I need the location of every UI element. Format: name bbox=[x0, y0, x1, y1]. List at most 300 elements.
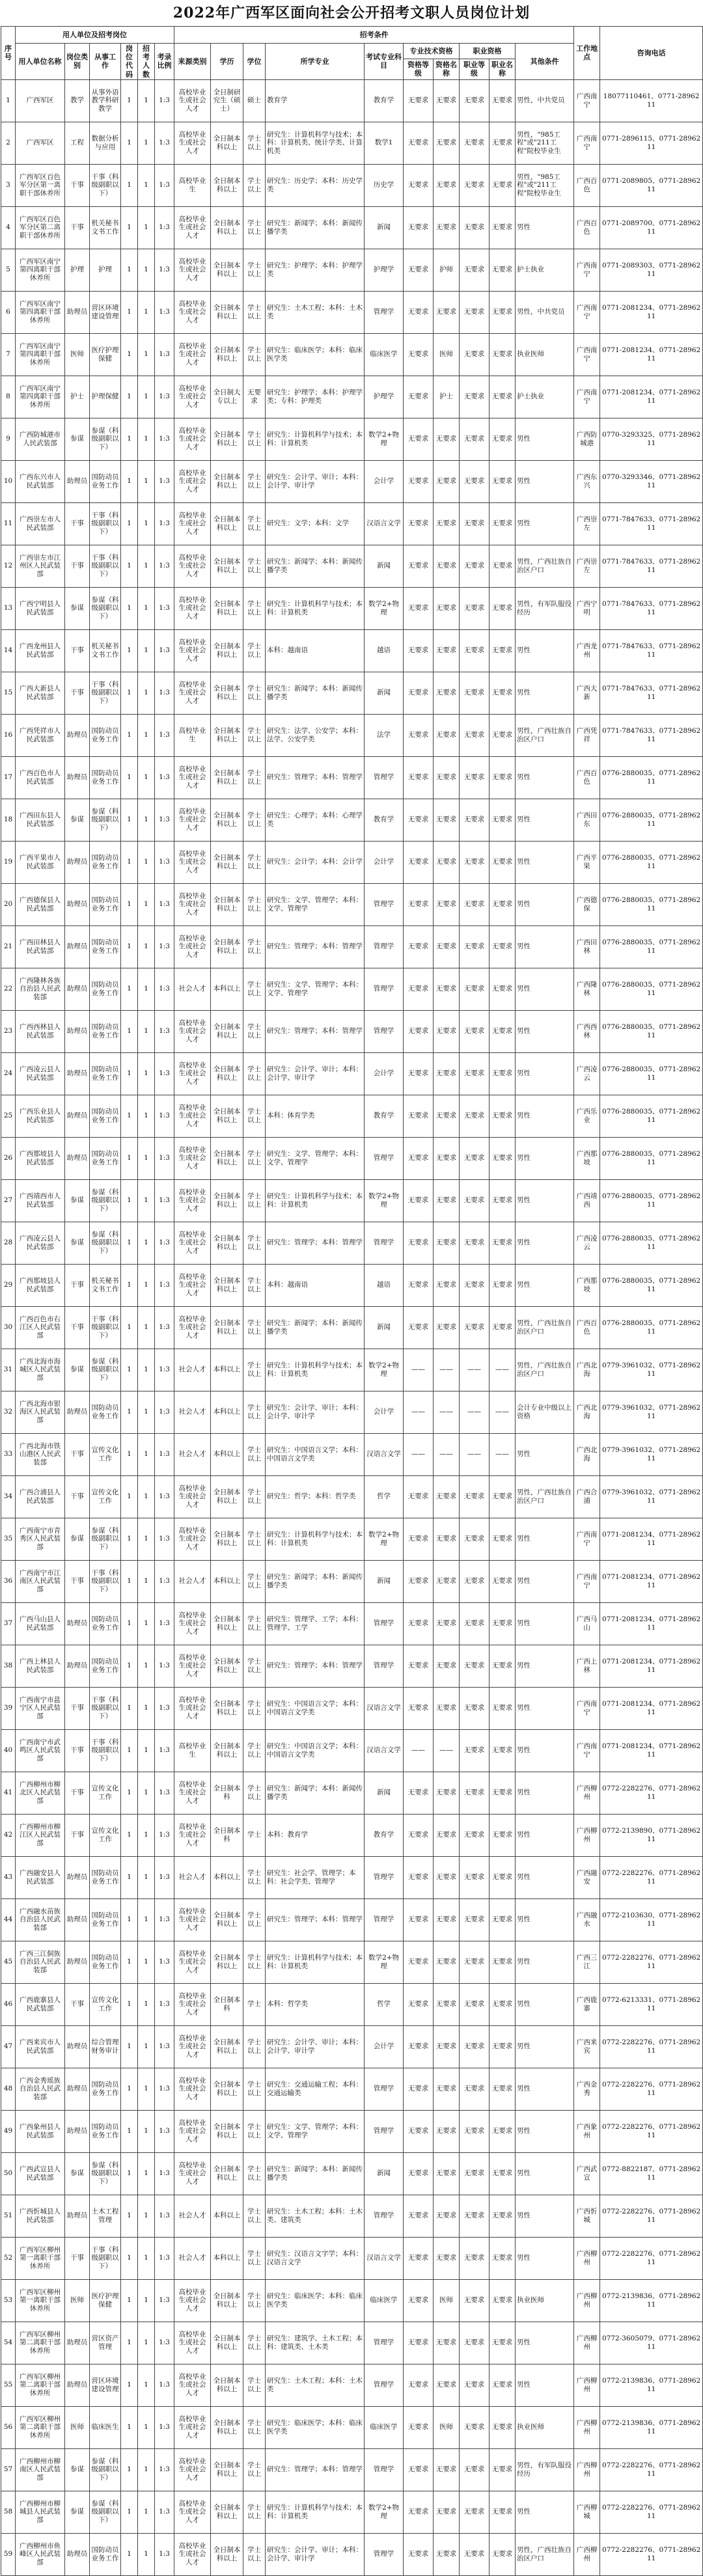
cell-num: 1 bbox=[138, 1983, 155, 2025]
cell-source: 高校毕业生或社会人才 bbox=[174, 502, 211, 545]
cell-degree: 学士以上 bbox=[243, 1137, 266, 1179]
cell-job-name: 无要求 bbox=[489, 2110, 516, 2152]
cell-location: 广西隆林 bbox=[574, 968, 600, 1010]
cell-job-level: 无要求 bbox=[460, 1729, 489, 1772]
table-row bbox=[1, 206, 703, 249]
cell-prof-level: 无要求 bbox=[404, 376, 434, 418]
cell-source: 高校毕业生或社会人才 bbox=[174, 1222, 211, 1264]
cell-exam: 新闻 bbox=[365, 1772, 404, 1814]
cell-prof-name: 无要求 bbox=[434, 841, 460, 883]
cell-major: 研究生：会计学、审计；本科：会计学、审计学 bbox=[266, 1391, 365, 1433]
cell-phone: 0772-2282276、0771-2896211 bbox=[600, 2110, 703, 2152]
cell-num: 1 bbox=[138, 1856, 155, 1898]
table-row bbox=[1, 1475, 703, 1518]
cell-seq: 35 bbox=[1, 1518, 16, 1560]
cell-location: 广西凌云 bbox=[574, 1222, 600, 1264]
cell-degree: 无要求 bbox=[243, 376, 266, 418]
cell-job-level: 无要求 bbox=[460, 333, 489, 376]
cell-other: 男性 bbox=[516, 2237, 574, 2279]
cell-major: 研究生：哲学；本科：哲学类 bbox=[266, 1475, 365, 1518]
table-row bbox=[1, 2406, 703, 2448]
cell-code: 1 bbox=[121, 1518, 138, 1560]
table-row bbox=[1, 164, 703, 206]
cell-job-name: 无要求 bbox=[489, 714, 516, 756]
cell-category: 助理员 bbox=[65, 2322, 90, 2364]
cell-major: 研究生：计算机科学与技术；本科：计算机类 bbox=[266, 1179, 365, 1222]
cell-prof-name: 无要求 bbox=[434, 2152, 460, 2195]
cell-prof-level: 无要求 bbox=[404, 206, 434, 249]
header-prof-name: 资格名称 bbox=[434, 59, 460, 79]
cell-prof-level: 无要求 bbox=[404, 2406, 434, 2448]
cell-education: 全日制本科以上 bbox=[211, 1602, 243, 1645]
header-exam: 考试专业科目 bbox=[365, 44, 404, 80]
cell-prof-level: 无要求 bbox=[404, 1687, 434, 1729]
cell-job: 数据分析与应用 bbox=[90, 122, 121, 164]
cell-ratio: 1:3 bbox=[155, 1095, 174, 1137]
cell-phone: 0776-2880035、0771-2896211 bbox=[600, 756, 703, 799]
cell-category: 参谋 bbox=[65, 1349, 90, 1391]
cell-other: 男性 bbox=[516, 206, 574, 249]
cell-exam: 管理学 bbox=[365, 1137, 404, 1179]
cell-prof-level: 无要求 bbox=[404, 2533, 434, 2575]
cell-seq: 33 bbox=[1, 1433, 16, 1475]
cell-major: 研究生：中国语言文学；本科：中国语言文学类 bbox=[266, 1687, 365, 1729]
cell-phone: 0771-2081234、0771-2896211 bbox=[600, 291, 703, 333]
cell-other: 男性 bbox=[516, 2110, 574, 2152]
cell-location: 广西北海 bbox=[574, 1349, 600, 1391]
cell-exam: 护理学 bbox=[365, 376, 404, 418]
cell-education: 全日制本科以上 bbox=[211, 1941, 243, 1983]
cell-other: 男性，中共党员 bbox=[516, 79, 574, 122]
cell-job-name: 无要求 bbox=[489, 968, 516, 1010]
cell-seq: 10 bbox=[1, 460, 16, 502]
cell-degree: 学士以上 bbox=[243, 756, 266, 799]
cell-phone: 0776-2880035、0771-2896211 bbox=[600, 1137, 703, 1179]
cell-education: 全日制本科以上 bbox=[211, 1898, 243, 1941]
cell-source: 高校毕业生或社会人才 bbox=[174, 2279, 211, 2322]
cell-code: 1 bbox=[121, 545, 138, 587]
cell-other: 男性 bbox=[516, 1560, 574, 1602]
cell-prof-level: 无要求 bbox=[404, 249, 434, 291]
table-row bbox=[1, 502, 703, 545]
cell-job: 干事（科级副职以下） bbox=[90, 1560, 121, 1602]
cell-code: 1 bbox=[121, 1729, 138, 1772]
cell-phone: 0776-2880035、0771-2896211 bbox=[600, 1306, 703, 1349]
cell-job-level: 无要求 bbox=[460, 545, 489, 587]
cell-location: 广西象州 bbox=[574, 2110, 600, 2152]
cell-location: 广西崇左 bbox=[574, 502, 600, 545]
cell-source: 高校毕业生或社会人才 bbox=[174, 799, 211, 841]
cell-job-level: 无要求 bbox=[460, 1941, 489, 1983]
cell-job: 参谋（科级副职以下） bbox=[90, 1179, 121, 1222]
cell-ratio: 1:3 bbox=[155, 1941, 174, 1983]
cell-num: 1 bbox=[138, 2322, 155, 2364]
cell-other: 男性 bbox=[516, 756, 574, 799]
cell-prof-name: 无要求 bbox=[434, 2237, 460, 2279]
table-row bbox=[1, 418, 703, 460]
cell-prof-name: 无要求 bbox=[434, 1475, 460, 1518]
cell-location: 广西南宁 bbox=[574, 333, 600, 376]
cell-source: 高校毕业生或社会人才 bbox=[174, 1010, 211, 1052]
cell-code: 1 bbox=[121, 1391, 138, 1433]
cell-job-name: 无要求 bbox=[489, 164, 516, 206]
cell-category: 参谋 bbox=[65, 799, 90, 841]
cell-category: 干事 bbox=[65, 1687, 90, 1729]
cell-job: 综合管理财务审计 bbox=[90, 2025, 121, 2068]
cell-category: 参谋 bbox=[65, 2491, 90, 2533]
cell-category: 干事 bbox=[65, 164, 90, 206]
cell-source: 社会人才 bbox=[174, 1856, 211, 1898]
cell-major: 研究生：建筑学、土木工程；本科：建筑类、土木类 bbox=[266, 2322, 365, 2364]
cell-major: 研究生：历史学；本科：历史学类 bbox=[266, 164, 365, 206]
cell-job-name: 无要求 bbox=[489, 672, 516, 714]
cell-degree: 学士以上 bbox=[243, 672, 266, 714]
header-job: 从事工作 bbox=[90, 44, 121, 80]
cell-prof-name: 无要求 bbox=[434, 756, 460, 799]
table-row bbox=[1, 2110, 703, 2152]
cell-category: 助理员 bbox=[65, 1391, 90, 1433]
cell-location: 广西融水 bbox=[574, 1898, 600, 1941]
table-row bbox=[1, 1898, 703, 1941]
cell-major: 研究生：文学；本科：文学 bbox=[266, 502, 365, 545]
cell-num: 1 bbox=[138, 2195, 155, 2237]
cell-degree: 学士以上 bbox=[243, 714, 266, 756]
cell-job-name: 无要求 bbox=[489, 2237, 516, 2279]
cell-prof-level: 无要求 bbox=[404, 1941, 434, 1983]
cell-job-level: 无要求 bbox=[460, 1687, 489, 1729]
cell-job-name: 无要求 bbox=[489, 1856, 516, 1898]
header-code: 岗位代码 bbox=[121, 44, 138, 80]
cell-education: 本科以上 bbox=[211, 2237, 243, 2279]
cell-exam: 汉语言文学 bbox=[365, 2237, 404, 2279]
cell-unit: 广西军区柳州第二离职干部休养所 bbox=[16, 2322, 65, 2364]
cell-prof-level: 无要求 bbox=[404, 1856, 434, 1898]
cell-job-level: 无要求 bbox=[460, 1898, 489, 1941]
cell-education: 全日制本科以上 bbox=[211, 1518, 243, 1560]
cell-other: 男性 bbox=[516, 968, 574, 1010]
cell-source: 高校毕业生 bbox=[174, 714, 211, 756]
cell-seq: 58 bbox=[1, 2491, 16, 2533]
cell-phone: 0772-8822187、0771-2896211 bbox=[600, 2152, 703, 2195]
cell-education: 全日制本科以上 bbox=[211, 2322, 243, 2364]
cell-phone: 0772-6213331、0771-2896211 bbox=[600, 1983, 703, 2025]
cell-major: 研究生：新闻学；本科：新闻传播学类 bbox=[266, 206, 365, 249]
cell-job-level: 无要求 bbox=[460, 1137, 489, 1179]
cell-job-level: 无要求 bbox=[460, 460, 489, 502]
cell-code: 1 bbox=[121, 1475, 138, 1518]
cell-job: 宣传文化工作 bbox=[90, 1433, 121, 1475]
cell-num: 1 bbox=[138, 2152, 155, 2195]
cell-job-name: 无要求 bbox=[489, 1137, 516, 1179]
cell-num: 1 bbox=[138, 545, 155, 587]
cell-num: 1 bbox=[138, 1264, 155, 1306]
cell-prof-level: 无要求 bbox=[404, 1602, 434, 1645]
cell-num: 1 bbox=[138, 1898, 155, 1941]
table-row bbox=[1, 1179, 703, 1222]
cell-ratio: 1:3 bbox=[155, 1137, 174, 1179]
cell-num: 1 bbox=[138, 799, 155, 841]
cell-unit: 广西三江侗族自治县人民武装部 bbox=[16, 1941, 65, 1983]
cell-code: 1 bbox=[121, 2152, 138, 2195]
cell-job-level: 无要求 bbox=[460, 883, 489, 925]
cell-prof-name: 无要求 bbox=[434, 1095, 460, 1137]
header-seq: 序号 bbox=[1, 27, 16, 80]
header-other: 其他条件 bbox=[516, 44, 574, 80]
cell-category: 助理员 bbox=[65, 2068, 90, 2110]
cell-degree: 学士以上 bbox=[243, 1645, 266, 1687]
cell-job: 干事（科级副职以下） bbox=[90, 2237, 121, 2279]
cell-category: 助理员 bbox=[65, 841, 90, 883]
cell-phone: 0770-3293325、0771-2896211 bbox=[600, 418, 703, 460]
cell-exam: 管理学 bbox=[365, 1602, 404, 1645]
cell-seq: 14 bbox=[1, 629, 16, 672]
cell-other: 男性 bbox=[516, 1898, 574, 1941]
cell-education: 本科以上 bbox=[211, 1560, 243, 1602]
cell-other: 男性 bbox=[516, 1179, 574, 1222]
table-row bbox=[1, 1856, 703, 1898]
cell-job: 宣传文化工作 bbox=[90, 1983, 121, 2025]
cell-education: 全日制本科以上 bbox=[211, 1729, 243, 1772]
table-row bbox=[1, 2279, 703, 2322]
cell-job: 参谋（科级副职以下） bbox=[90, 1222, 121, 1264]
cell-job-name: 无要求 bbox=[489, 2025, 516, 2068]
cell-job-level: 无要求 bbox=[460, 1306, 489, 1349]
cell-category: 助理员 bbox=[65, 2195, 90, 2237]
cell-num: 1 bbox=[138, 1391, 155, 1433]
cell-prof-name: 无要求 bbox=[434, 883, 460, 925]
cell-education: 全日制本科以上 bbox=[211, 756, 243, 799]
cell-degree: 学士以上 bbox=[243, 587, 266, 629]
cell-job: 医疗护理保健 bbox=[90, 333, 121, 376]
cell-job-level: 无要求 bbox=[460, 1645, 489, 1687]
cell-ratio: 1:3 bbox=[155, 925, 174, 968]
table-row bbox=[1, 79, 703, 122]
cell-category: 参谋 bbox=[65, 2448, 90, 2491]
table-body bbox=[1, 79, 703, 2575]
cell-major: 研究生：计算机科学与技术；本科：计算机类 bbox=[266, 418, 365, 460]
cell-category: 干事 bbox=[65, 2237, 90, 2279]
cell-major: 研究生：汉语言文字学；本科：汉语言文学 bbox=[266, 2237, 365, 2279]
cell-exam: 临床医学 bbox=[365, 333, 404, 376]
cell-other: 男性 bbox=[516, 1602, 574, 1645]
cell-location: 广西三江 bbox=[574, 1941, 600, 1983]
cell-code: 1 bbox=[121, 2406, 138, 2448]
cell-job-name: 无要求 bbox=[489, 206, 516, 249]
cell-unit: 广西百色市右江区人民武装部 bbox=[16, 1306, 65, 1349]
cell-seq: 8 bbox=[1, 376, 16, 418]
cell-category: 医师 bbox=[65, 2406, 90, 2448]
cell-job-level: 无要求 bbox=[460, 2406, 489, 2448]
cell-other: 男性 bbox=[516, 502, 574, 545]
cell-source: 高校毕业生 bbox=[174, 164, 211, 206]
table-row bbox=[1, 2364, 703, 2406]
cell-phone: 0772-3605079、0771-2896211 bbox=[600, 2322, 703, 2364]
cell-location: 广西那坡 bbox=[574, 1137, 600, 1179]
table-row bbox=[1, 1602, 703, 1645]
cell-exam: 管理学 bbox=[365, 2110, 404, 2152]
cell-job-level: 无要求 bbox=[460, 2491, 489, 2533]
cell-location: 广西田林 bbox=[574, 925, 600, 968]
cell-code: 1 bbox=[121, 2448, 138, 2491]
cell-job-name: 无要求 bbox=[489, 1814, 516, 1856]
cell-exam: 越语 bbox=[365, 629, 404, 672]
cell-code: 1 bbox=[121, 1349, 138, 1391]
cell-degree: 学士以上 bbox=[243, 629, 266, 672]
cell-prof-name: 无要求 bbox=[434, 1518, 460, 1560]
cell-num: 1 bbox=[138, 2068, 155, 2110]
cell-location: 广西融安 bbox=[574, 1856, 600, 1898]
cell-source: 高校毕业生或社会人才 bbox=[174, 629, 211, 672]
cell-ratio: 1:3 bbox=[155, 968, 174, 1010]
cell-major: 研究生：文学、管理学；本科：文学、管理学 bbox=[266, 1137, 365, 1179]
cell-exam: 汉语言文学 bbox=[365, 1729, 404, 1772]
cell-code: 1 bbox=[121, 333, 138, 376]
cell-phone: 0772-2103630、0771-2896211 bbox=[600, 1898, 703, 1941]
cell-prof-level: 无要求 bbox=[404, 1264, 434, 1306]
cell-education: 全日制本科以上 bbox=[211, 122, 243, 164]
cell-num: 1 bbox=[138, 122, 155, 164]
cell-category: 医师 bbox=[65, 333, 90, 376]
cell-prof-level: —— bbox=[404, 1433, 434, 1475]
cell-seq: 55 bbox=[1, 2364, 16, 2406]
cell-prof-name: 无要求 bbox=[434, 1052, 460, 1095]
cell-ratio: 1:3 bbox=[155, 1772, 174, 1814]
cell-code: 1 bbox=[121, 1306, 138, 1349]
cell-exam: 数学2+物理 bbox=[365, 1518, 404, 1560]
cell-phone: 0771-7847633、0771-2896211 bbox=[600, 545, 703, 587]
cell-job-name: 无要求 bbox=[489, 756, 516, 799]
cell-unit: 广西崇左市人民武装部 bbox=[16, 502, 65, 545]
cell-prof-level: —— bbox=[404, 1391, 434, 1433]
cell-num: 1 bbox=[138, 1560, 155, 1602]
cell-job: 宣传文化工作 bbox=[90, 1814, 121, 1856]
cell-education: 全日制本科以上 bbox=[211, 587, 243, 629]
cell-phone: 0771-7847633、0771-2896211 bbox=[600, 502, 703, 545]
cell-prof-name: 护士 bbox=[434, 376, 460, 418]
cell-major: 研究生：会计学、审计；本科：会计学、审计学 bbox=[266, 460, 365, 502]
cell-exam: 新闻 bbox=[365, 1560, 404, 1602]
cell-major: 研究生：土木工程；本科：土木类、建筑类 bbox=[266, 2195, 365, 2237]
cell-phone: 0771-7847633、0771-2896211 bbox=[600, 629, 703, 672]
cell-exam: 新闻 bbox=[365, 206, 404, 249]
cell-education: 全日制本科以上 bbox=[211, 2406, 243, 2448]
cell-ratio: 1:3 bbox=[155, 629, 174, 672]
cell-prof-name: 无要求 bbox=[434, 2533, 460, 2575]
cell-prof-name: 医师 bbox=[434, 2279, 460, 2322]
cell-location: 广西南宁 bbox=[574, 1518, 600, 1560]
cell-prof-name: 无要求 bbox=[434, 1264, 460, 1306]
cell-job-name: 无要求 bbox=[489, 1687, 516, 1729]
cell-job: 国防动员业务工作 bbox=[90, 756, 121, 799]
cell-job: 参谋（科级副职以下） bbox=[90, 2152, 121, 2195]
cell-num: 1 bbox=[138, 2533, 155, 2575]
cell-phone: 0772-2282276、0771-2896211 bbox=[600, 1856, 703, 1898]
header-phone: 咨询电话 bbox=[600, 27, 703, 80]
cell-major: 研究生：计算机科学与技术；本科：计算机类 bbox=[266, 587, 365, 629]
cell-ratio: 1:3 bbox=[155, 1898, 174, 1941]
cell-code: 1 bbox=[121, 376, 138, 418]
cell-prof-name: —— bbox=[434, 1349, 460, 1391]
cell-code: 1 bbox=[121, 1687, 138, 1729]
cell-num: 1 bbox=[138, 714, 155, 756]
cell-job-name: 无要求 bbox=[489, 883, 516, 925]
cell-phone: 0771-2081234、0771-2896211 bbox=[600, 1729, 703, 1772]
cell-exam: 汉语言文学 bbox=[365, 1433, 404, 1475]
cell-job: 干事（科级副职以下） bbox=[90, 1687, 121, 1729]
cell-job-name: 无要求 bbox=[489, 1941, 516, 1983]
table-row bbox=[1, 1983, 703, 2025]
cell-phone: 0771-2089700、0771-2896211 bbox=[600, 206, 703, 249]
cell-num: 1 bbox=[138, 1179, 155, 1222]
cell-ratio: 1:3 bbox=[155, 1475, 174, 1518]
cell-unit: 广西田东县人民武装部 bbox=[16, 799, 65, 841]
cell-job: 国防动员业务工作 bbox=[90, 1898, 121, 1941]
cell-seq: 32 bbox=[1, 1391, 16, 1433]
cell-unit: 广西柳州市柳北区人民武装部 bbox=[16, 1772, 65, 1814]
header-ratio: 考录比例 bbox=[155, 44, 174, 80]
cell-major: 研究生：新闻学；本科：新闻传播学类 bbox=[266, 545, 365, 587]
cell-education: 全日制本科以上 bbox=[211, 1475, 243, 1518]
cell-prof-name: 无要求 bbox=[434, 1137, 460, 1179]
cell-major: 研究生：新闻学；本科：新闻传播学类 bbox=[266, 672, 365, 714]
cell-other: 男性 bbox=[516, 1941, 574, 1983]
cell-other: 男性 bbox=[516, 1645, 574, 1687]
cell-job: 宣传文化工作 bbox=[90, 1772, 121, 1814]
cell-unit: 广西军区南宁第四离职干部休养所 bbox=[16, 333, 65, 376]
header-group-conditions: 招考条件 bbox=[174, 27, 574, 44]
cell-num: 1 bbox=[138, 249, 155, 291]
header-group-vocational: 职业资格 bbox=[460, 44, 516, 59]
cell-prof-level: 无要求 bbox=[404, 1983, 434, 2025]
cell-location: 广西西林 bbox=[574, 1010, 600, 1052]
cell-degree: 学士以上 bbox=[243, 883, 266, 925]
cell-source: 高校毕业生或社会人才 bbox=[174, 925, 211, 968]
cell-ratio: 1:3 bbox=[155, 249, 174, 291]
cell-other: 男性，中共党员 bbox=[516, 291, 574, 333]
cell-unit: 广西凭祥市人民武装部 bbox=[16, 714, 65, 756]
cell-seq: 39 bbox=[1, 1687, 16, 1729]
cell-num: 1 bbox=[138, 2406, 155, 2448]
cell-job-level: —— bbox=[460, 1349, 489, 1391]
cell-prof-level: 无要求 bbox=[404, 1137, 434, 1179]
cell-unit: 广西金秀瑶族自治县人民武装部 bbox=[16, 2068, 65, 2110]
cell-education: 全日制本科以上 bbox=[211, 2152, 243, 2195]
cell-source: 高校毕业生或社会人才 bbox=[174, 122, 211, 164]
cell-prof-level: 无要求 bbox=[404, 122, 434, 164]
cell-seq: 41 bbox=[1, 1772, 16, 1814]
cell-degree: 学士以上 bbox=[243, 2279, 266, 2322]
cell-job-level: 无要求 bbox=[460, 1518, 489, 1560]
cell-other: 男性，"985工程"或"211工程"院校毕业生 bbox=[516, 164, 574, 206]
cell-prof-name: 无要求 bbox=[434, 2491, 460, 2533]
cell-location: 广西南宁 bbox=[574, 122, 600, 164]
cell-prof-name: 无要求 bbox=[434, 164, 460, 206]
cell-code: 1 bbox=[121, 79, 138, 122]
cell-num: 1 bbox=[138, 1729, 155, 1772]
cell-location: 广西百色 bbox=[574, 1306, 600, 1349]
cell-seq: 37 bbox=[1, 1602, 16, 1645]
cell-education: 全日制本科以上 bbox=[211, 2025, 243, 2068]
cell-code: 1 bbox=[121, 1095, 138, 1137]
header-work-location: 工作地点 bbox=[574, 27, 600, 80]
cell-job-level: 无要求 bbox=[460, 79, 489, 122]
cell-degree: 学士以上 bbox=[243, 460, 266, 502]
cell-other: 男性 bbox=[516, 672, 574, 714]
cell-location: 广西马山 bbox=[574, 1602, 600, 1645]
cell-other: 男性，广西壮族自治区户口 bbox=[516, 714, 574, 756]
cell-unit: 广西军区柳州第一离职干部休养所 bbox=[16, 2279, 65, 2322]
cell-category: 护理 bbox=[65, 249, 90, 291]
